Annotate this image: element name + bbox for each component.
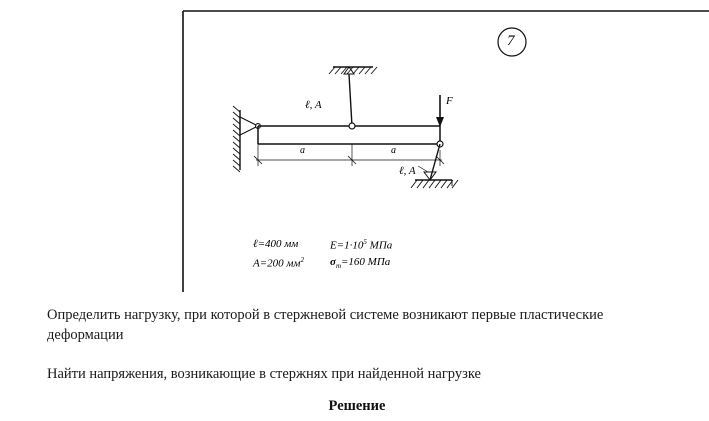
solution-heading: Решение (328, 398, 386, 414)
given-data-line-1-left: ℓ=400 мм (253, 238, 299, 250)
label-dimension-a-right: a (391, 145, 396, 156)
given-data-line-2-right (330, 256, 390, 270)
given-sigma-value: =160 МПа (341, 256, 391, 268)
given-E-exponent: 5 (363, 238, 367, 246)
label-dimension-a-left: a (300, 145, 305, 156)
problem-number: 7 (507, 33, 515, 49)
given-E-pre: E=1·10 (330, 239, 364, 252)
given-data-line-1-right (330, 238, 392, 252)
task-statement-2: Найти напряжения, возникающие в стержнях при найденной нагрузке (47, 366, 481, 382)
given-A-pre: A=200 мм (253, 257, 301, 270)
given-data-line-2-left (253, 256, 304, 270)
label-force-f: F (446, 95, 453, 107)
given-E-post: МПа (366, 239, 393, 252)
given-sigma-subscript: т (335, 262, 341, 271)
label-rod-top: ℓ, A (305, 99, 322, 111)
label-rod-bottom: ℓ, A (399, 165, 416, 177)
given-A-exponent: 2 (300, 256, 304, 264)
task-statement-1: Определить нагрузку, при которой в стержневой системе возникают первые пластические деформации (47, 307, 604, 343)
given-sigma-symbol: σ (330, 256, 336, 268)
